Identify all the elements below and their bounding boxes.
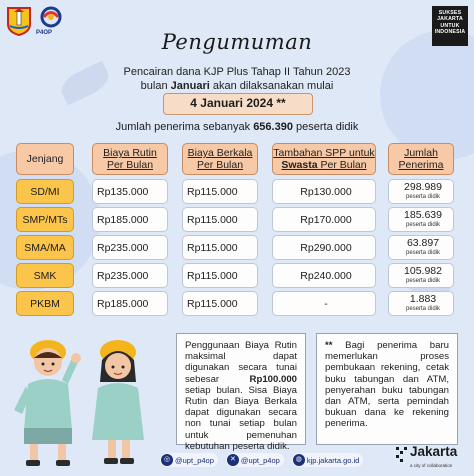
row-jumlah-penerima: 105.982 peserta didik	[388, 263, 454, 288]
students-illustration	[8, 322, 168, 470]
row-biaya-rutin: Rp135.000	[92, 179, 168, 204]
header-biaya-rutin: Biaya Rutin Per Bulan	[92, 143, 168, 175]
row-biaya-rutin: Rp185.000	[92, 291, 168, 316]
p4op-label: P4OP	[36, 30, 53, 36]
note-biaya-rutin: Penggunaan Biaya Rutin maksimal dapat digunakan secara tunai sebesar Rp100.000 setiap bulan. Sisa Biaya Rutin dan Biaya Berkala dapat digunakan secara non tunai setiap bulan untuk pemenuhan kebutuhan peserta didik.	[176, 333, 306, 445]
row-biaya-berkala: Rp115.000	[182, 207, 258, 232]
intro-line-1: Pencairan dana KJP Plus Tahap II Tahun 2023	[123, 66, 351, 78]
row-jenjang: SMA/MA	[16, 235, 74, 260]
header-jenjang: Jenjang	[16, 143, 74, 175]
header-biaya-berkala: Biaya Berkala Per Bulan	[182, 143, 258, 175]
row-jumlah-penerima: 185.639 peserta didik	[388, 207, 454, 232]
globe-icon: ◍	[293, 454, 305, 466]
row-biaya-berkala: Rp115.000	[182, 263, 258, 288]
jakarta-tagline: a city of collaboration	[410, 463, 453, 468]
row-tambahan-spp: Rp130.000	[272, 179, 376, 204]
row-jumlah-penerima: 298.989 peserta didik	[388, 179, 454, 204]
jakarta-brand: Jakarta	[410, 444, 458, 459]
x-link[interactable]: ✕ @upt_p4op	[226, 453, 284, 467]
header-jumlah-penerima: Jumlah Penerima	[388, 143, 454, 175]
row-jumlah-penerima: 1.883 peserta didik	[388, 291, 454, 316]
instagram-link[interactable]: ◎ @upt_p4op	[160, 453, 218, 467]
row-biaya-berkala: Rp115.000	[182, 179, 258, 204]
header-tambahan-spp: Tambahan SPP untuk Swasta Per Bulan	[272, 143, 376, 175]
sukses-jakarta-badge: SUKSES JAKARTA UNTUK INDONESIA	[432, 6, 468, 46]
row-jenjang: PKBM	[16, 291, 74, 316]
row-jenjang: SD/MI	[16, 179, 74, 204]
row-jenjang: SMP/MTs	[16, 207, 74, 232]
date-badge: 4 Januari 2024 **	[163, 93, 313, 115]
row-biaya-rutin: Rp235.000	[92, 235, 168, 260]
website-link[interactable]: ◍ kjp.jakarta.go.id	[292, 453, 364, 467]
row-biaya-rutin: Rp185.000	[92, 207, 168, 232]
footer-social	[160, 452, 390, 468]
row-jumlah-penerima: 63.897 peserta didik	[388, 235, 454, 260]
row-jenjang: SMK	[16, 263, 74, 288]
x-icon: ✕	[227, 454, 239, 466]
jakarta-logo-icon	[396, 445, 408, 465]
row-tambahan-spp: Rp290.000	[272, 235, 376, 260]
row-tambahan-spp: -	[272, 291, 376, 316]
total-recipients: Jumlah penerima sebanyak 656.390 peserta didik	[115, 121, 359, 133]
row-tambahan-spp: Rp240.000	[272, 263, 376, 288]
row-biaya-berkala: Rp115.000	[182, 235, 258, 260]
intro-line-2: bulan Januari akan dilaksanakan mulai	[140, 80, 334, 92]
row-biaya-berkala: Rp115.000	[182, 291, 258, 316]
note-penerima-baru: ** Bagi penerima baru memerlukan proses pembukaan rekening, cetak buku tabungan dan ATM, penyerahan buku tabungan dan ATM, serta pemindah bukuan dana ke rekening penerima.	[316, 333, 458, 445]
instagram-icon: ◎	[161, 454, 173, 466]
page-title: Pengumuman	[161, 30, 313, 54]
row-tambahan-spp: Rp170.000	[272, 207, 376, 232]
row-biaya-rutin: Rp235.000	[92, 263, 168, 288]
